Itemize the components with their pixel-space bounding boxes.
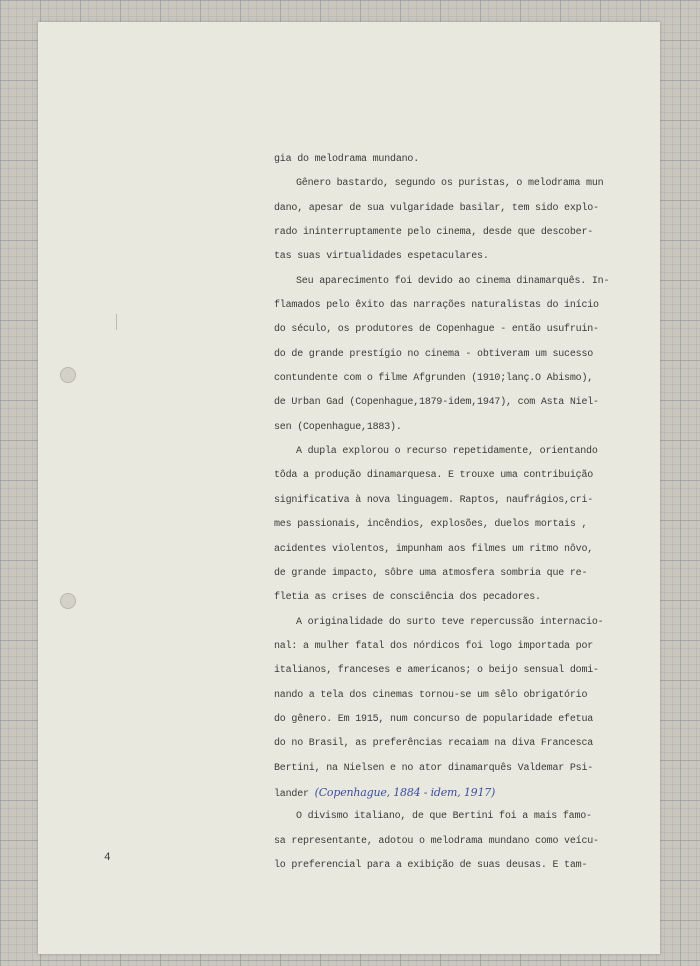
text-line — [274, 416, 614, 440]
line-text: Bertini, na Nielsen e no ator dinamarquês Valdemar Psi- — [274, 762, 594, 774]
text-line — [274, 172, 614, 196]
text-line — [274, 343, 614, 367]
line-text: nando a tela dos cinemas tornou-se um sêlo obrigatório — [274, 689, 588, 701]
text-line — [274, 586, 614, 610]
text-line — [274, 318, 614, 342]
paper-sheet — [38, 22, 660, 954]
line-text: do no Brasil, as preferências recaiam na diva Francesca — [274, 738, 594, 750]
line-text: Seu aparecimento foi devido ao cinema dinamarquês. In- — [296, 275, 610, 287]
text-line — [274, 197, 614, 221]
text-line — [274, 757, 614, 781]
text-line — [274, 659, 614, 683]
text-line — [274, 854, 614, 878]
line-text: rado ininterruptamente pelo cinema, desde que descober- — [274, 227, 594, 239]
text-line — [274, 805, 614, 829]
text-line — [274, 148, 614, 172]
page-number: 4 — [104, 852, 111, 864]
text-line — [274, 245, 614, 269]
line-text: contundente com o filme Afgrunden (1910;lanç.O Abismo), — [274, 373, 594, 385]
line-text: italianos, franceses e americanos; o beijo sensual domi- — [274, 665, 599, 677]
text-line — [274, 684, 614, 708]
line-text: sa representante, adotou o melodrama mundano como veícu- — [274, 835, 599, 847]
text-line — [274, 708, 614, 732]
handwritten-note: (Copenhague, 1884 - idem, 1917) — [314, 785, 496, 799]
text-line — [274, 538, 614, 562]
text-line — [274, 440, 614, 464]
line-text: lo preferencial para a exibição de suas deusas. E tam- — [274, 859, 588, 871]
line-text: lander — [274, 788, 309, 800]
line-text: de grande impacto, sôbre uma atmosfera sombria que re- — [274, 567, 588, 579]
text-line — [274, 464, 614, 488]
line-text: A dupla explorou o recurso repetidamente, orientando — [296, 446, 598, 458]
line-text: A originalidade do surto teve repercussão internacio- — [296, 616, 604, 628]
text-line — [274, 367, 614, 391]
text-line — [274, 391, 614, 415]
margin-mark — [116, 314, 117, 330]
text-line — [274, 562, 614, 586]
line-text: sen (Copenhague,1883). — [274, 421, 402, 433]
text-line — [274, 270, 614, 294]
line-text: tôda a produção dinamarquesa. E trouxe uma contribuição — [274, 470, 594, 482]
text-line — [274, 489, 614, 513]
line-text: do gênero. Em 1915, num concurso de popularidade efetua — [274, 713, 594, 725]
text-line — [274, 830, 614, 854]
punch-hole — [60, 593, 76, 609]
text-line — [274, 781, 614, 805]
line-text: flamados pelo êxito das narrações naturalistas do início — [274, 300, 599, 312]
line-text: gia do melodrama mundano. — [274, 154, 420, 165]
text-line — [274, 635, 614, 659]
line-text: nal: a mulher fatal dos nórdicos foi logo importada por — [274, 640, 594, 652]
line-text: tas suas virtualidades espetaculares. — [274, 251, 489, 263]
punch-hole — [60, 367, 76, 383]
line-text: Gênero bastardo, segundo os puristas, o melodrama mun — [296, 178, 604, 190]
line-text: fletia as crises de consciência dos pecadores. — [274, 592, 541, 604]
line-text: mes passionais, incêndios, explosões, duelos mortais , — [274, 519, 588, 531]
line-text: dano, apesar de sua vulgaridade basilar, tem sido explo- — [274, 202, 599, 214]
line-text: de Urban Gad (Copenhague,1879-idem,1947), com Asta Niel- — [274, 397, 599, 409]
typewritten-text — [274, 148, 614, 878]
text-line — [274, 513, 614, 537]
text-line — [274, 294, 614, 318]
line-text: do de grande prestígio no cinema - obtiveram um sucesso — [274, 348, 594, 360]
line-text: significativa à nova linguagem. Raptos, naufrágios,cri- — [274, 494, 594, 506]
line-text: acidentes violentos, impunham aos filmes um ritmo nôvo, — [274, 543, 594, 555]
text-line — [274, 221, 614, 245]
line-text: O divismo italiano, de que Bertini foi a mais famo- — [296, 811, 592, 823]
text-line — [274, 732, 614, 756]
line-text: do século, os produtores de Copenhague - então usufruin- — [274, 324, 599, 336]
text-line — [274, 611, 614, 635]
